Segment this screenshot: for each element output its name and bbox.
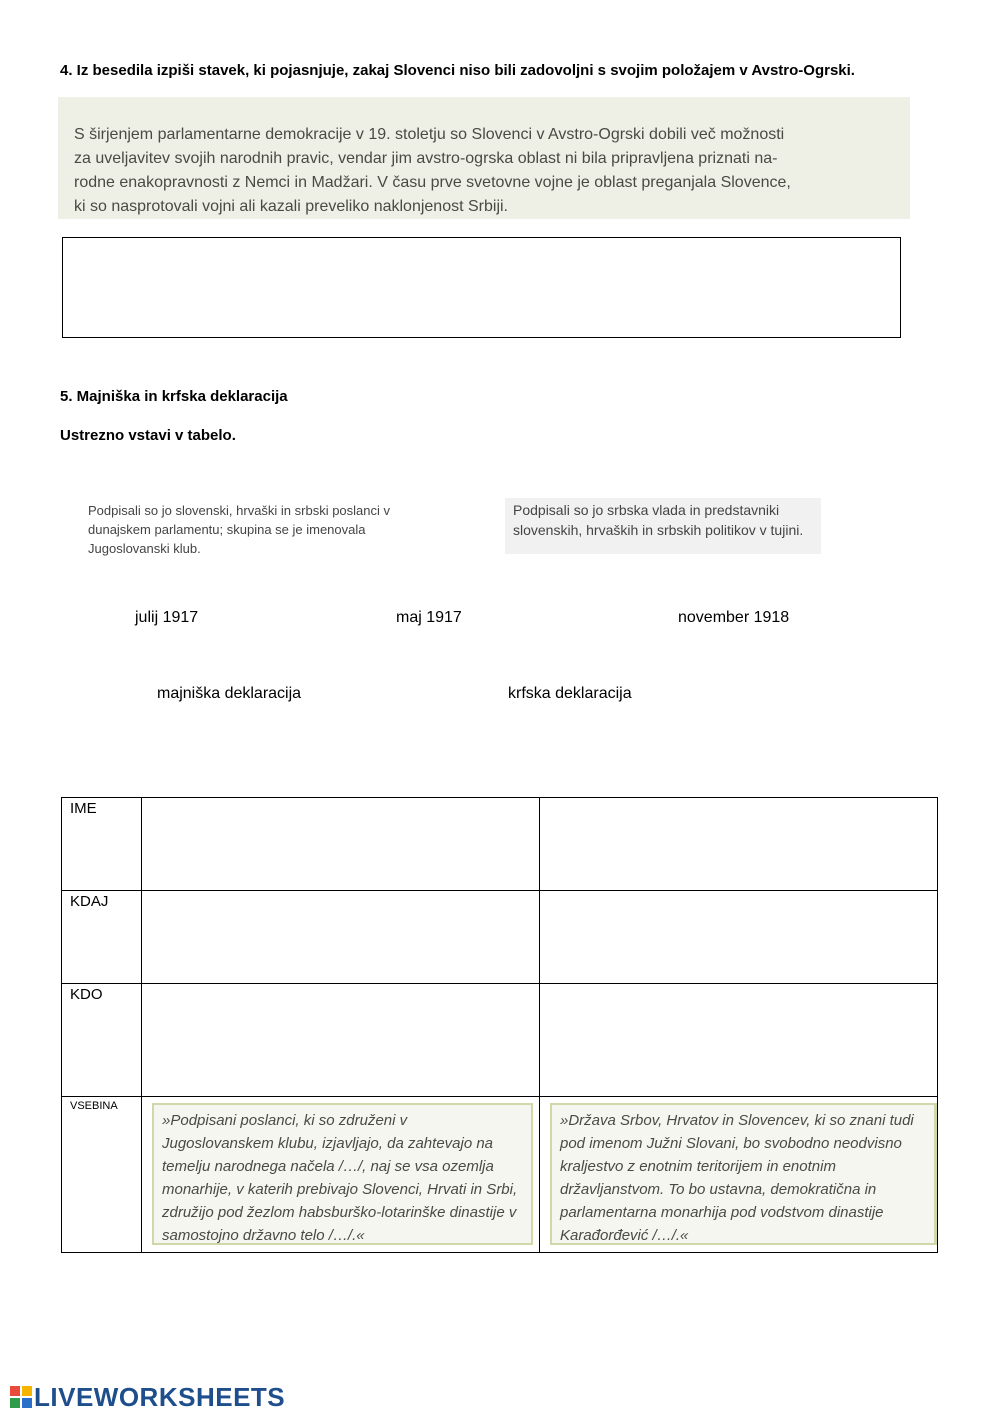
textbook-line: S širjenjem parlamentarne demokracije v 19. stoletju so Slovenci v Avstro-Ogrski dobili več možnosti: [74, 126, 785, 143]
content-cell-1: [142, 1097, 540, 1253]
liveworksheets-logo-icon: [10, 1386, 32, 1408]
row-label-kdo: KDO: [62, 984, 142, 1097]
textbook-line: za uveljavitev svojih narodnih pravic, vendar jim avstro-ogrska oblast ni bila pripravljena priznati na-: [74, 150, 778, 167]
drag-chip-date[interactable]: november 1918: [678, 609, 790, 626]
drag-chip-date[interactable]: maj 1917: [396, 609, 462, 626]
textbook-excerpt: [58, 97, 910, 219]
textbook-line: rodne enakopravnosti z Nemci in Madžari. V času prve svetovne vojne je oblast preganjala Slovence,: [74, 174, 791, 191]
content-cell-2: [540, 1097, 938, 1253]
drag-chip-date[interactable]: julij 1917: [135, 609, 199, 626]
drop-cell-ime-1[interactable]: [142, 798, 540, 891]
drop-cell-kdo-2[interactable]: [540, 984, 938, 1097]
question-5-instruction: Ustrezno vstavi v tabelo.: [60, 427, 236, 444]
drop-cell-kdo-1[interactable]: [142, 984, 540, 1097]
question-5-title: 5. Majniška in krfska deklaracija: [60, 388, 288, 405]
drop-cell-kdaj-2[interactable]: [540, 891, 938, 984]
row-label-kdaj: KDAJ: [62, 891, 142, 984]
drop-cell-ime-2[interactable]: [540, 798, 938, 891]
drag-card-jugoslovanski-klub[interactable]: Podpisali so jo slovenski, hrvaški in srbski poslanci v dunajskem parlamentu; skupina se je imenovala Jugoslovanski klub.: [88, 503, 391, 556]
drag-card-srbska-vlada[interactable]: Podpisali so jo srbska vlada in predstavniki slovenskih, hrvaških in srbskih politikov v tujini.: [505, 498, 821, 554]
row-label-vsebina: VSEBINA: [62, 1097, 142, 1253]
brand-name: LIVEWORKSHEETS: [34, 1382, 286, 1412]
quote-majniska: »Podpisani poslanci, ki so združeni v Jugoslovanskem klubu, izjavljajo, da zahtevajo na temelju narodnega načela /…/, naj se vsa ozemlja monarhije, v katerih prebivajo Slovenci, Hrvati in Srbi, združijo pod žezlom habsburško-lotarinške dinastije v samostojno državno telo /…/.«: [152, 1103, 533, 1245]
brand-footer: [10, 1382, 285, 1413]
drop-cell-kdaj-1[interactable]: [142, 891, 540, 984]
quote-krfska: »Država Srbov, Hrvatov in Slovencev, ki so znani tudi pod imenom Južni Slovani, bo svobodno neodvisno kraljestvo z enotnim teritorijem in enotnim državljanstvom. To bo ustavna, demokratična in parlamentarna monarhija pod vodstvom dinastije Karađorđević /…/.«: [550, 1103, 937, 1245]
drag-chip-name[interactable]: majniška deklaracija: [157, 685, 302, 702]
textbook-line: ki so nasprotovali vojni ali kazali preveliko naklonjenost Srbiji.: [74, 198, 508, 215]
answer-input-box[interactable]: [62, 237, 901, 338]
declarations-table: [61, 797, 938, 1253]
drag-chip-name[interactable]: krfska deklaracija: [508, 685, 632, 702]
row-label-ime: IME: [62, 798, 142, 891]
question-4-title: 4. Iz besedila izpiši stavek, ki pojasnjuje, zakaj Slovenci niso bili zadovoljni s svojim položajem v Avstro-Ogrski.: [60, 62, 855, 79]
